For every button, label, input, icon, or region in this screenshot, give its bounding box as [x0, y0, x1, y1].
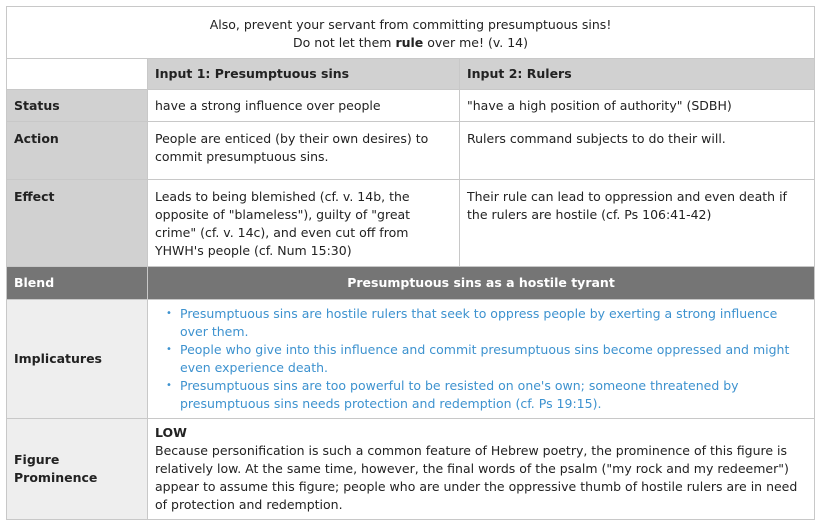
blend-row [7, 267, 815, 300]
effect-row [7, 180, 815, 267]
implicature-text: Presumptuous sins are too powerful to be resisted on one's own; someone threatened by presumptuous sins needs protection and redemption (cf. Ps 19:15). [180, 378, 739, 411]
blend-label: Blend [7, 267, 148, 300]
prominence-level: LOW [155, 425, 187, 440]
corner-cell [7, 59, 148, 90]
verse-line-1: Also, prevent your servant from committing presumptuous sins! [209, 16, 612, 32]
status-row [7, 90, 815, 122]
blend-value: Presumptuous sins as a hostile tyrant [148, 267, 815, 300]
column-header-input1: Input 1: Presumptuous sins [148, 59, 460, 90]
implicature-text: Presumptuous sins are hostile rulers that seek to oppress people by exerting a strong influence over them. [180, 306, 778, 339]
status-input2: "have a high position of authority" (SDBH) [460, 90, 815, 122]
bullet-icon: • [166, 380, 172, 391]
implicature-text: People who give into this influence and commit presumptuous sins become oppressed and might even experience death. [180, 342, 790, 375]
implicatures-body [148, 300, 815, 419]
list-item [166, 377, 807, 413]
verse-line-2 [14, 34, 807, 52]
prominence-text: Because personification is such a common feature of Hebrew poetry, the prominence of this figure is relatively low. At the same time, however, the final words of the psalm ("my rock and my redeemer") appear to assume this figure; people who are under the oppressive thumb of hostile rulers are in need of protection and redemption. [155, 443, 798, 512]
effect-label: Effect [7, 180, 148, 267]
status-input1: have a strong influence over people [148, 90, 460, 122]
effect-input1: Leads to being blemished (cf. v. 14b, the opposite of "blameless"), guilty of "great crime" (cf. v. 14c), and even cut off from YHWH's people (cf. Num 15:30) [148, 180, 460, 267]
implicatures-row [7, 300, 815, 419]
list-item [166, 341, 807, 377]
action-input1: People are enticed (by their own desires) to commit presumptuous sins. [148, 122, 460, 180]
prominence-label: Figure Prominence [7, 419, 148, 520]
verse-line-2-post: over me! (v. 14) [423, 34, 528, 50]
bullet-icon: • [166, 344, 172, 355]
blend-analysis-table [6, 6, 815, 520]
list-item [166, 305, 807, 341]
verse-line-2-bold: rule [395, 34, 424, 50]
verse-heading [7, 7, 815, 59]
bullet-icon: • [166, 308, 172, 319]
action-label: Action [7, 122, 148, 180]
implicatures-list [166, 305, 807, 413]
column-header-row [7, 59, 815, 90]
status-label: Status [7, 90, 148, 122]
prominence-body [148, 419, 815, 520]
verse-line-2-pre: Do not let them [293, 34, 396, 50]
action-input2: Rulers command subjects to do their will. [460, 122, 815, 180]
implicatures-label: Implicatures [7, 300, 148, 419]
prominence-row [7, 419, 815, 520]
blend-table-container [6, 6, 814, 520]
heading-row [7, 7, 815, 59]
effect-input2: Their rule can lead to oppression and even death if the rulers are hostile (cf. Ps 106:41-42) [460, 180, 815, 267]
column-header-input2: Input 2: Rulers [460, 59, 815, 90]
action-row [7, 122, 815, 180]
